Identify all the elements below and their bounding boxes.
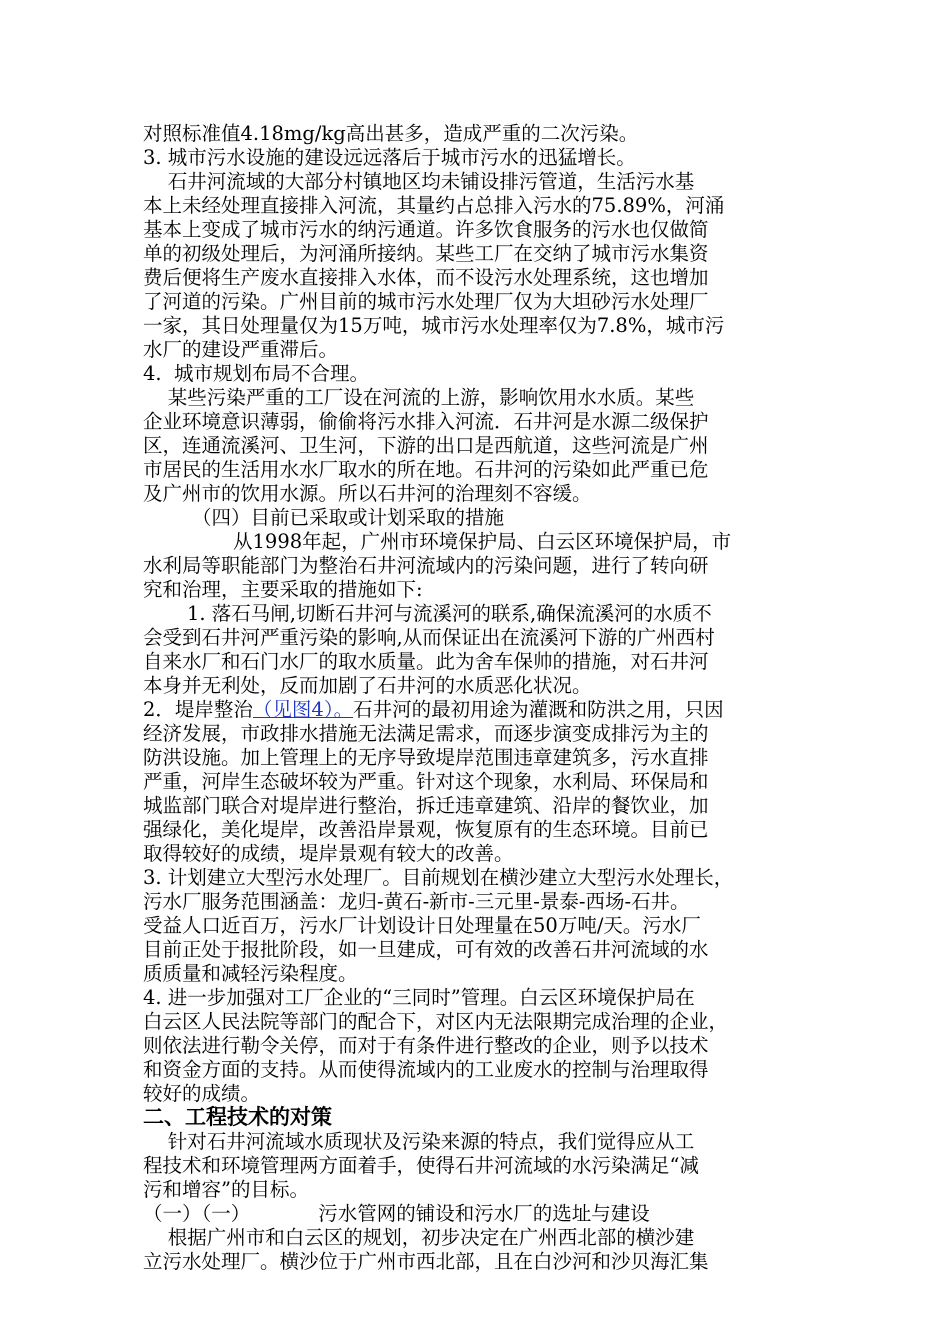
body-text-line: 城监部门联合对堤岸进行整治，拆迁违章建筑、沿岸的餐饮业，加: [143, 794, 709, 817]
body-text-line: 取得较好的成绩，堤岸景观有较大的改善。: [143, 842, 514, 865]
list-item-text: 4. 进一步加强对工厂企业的“三同时”管理。白云区环境保护局在: [143, 986, 695, 1009]
figure-reference-link[interactable]: （见图4）。: [252, 698, 354, 721]
list-item-heading: 4. 城市规划布局不合理。: [143, 362, 370, 385]
subheading-number: （一）（一）: [143, 1202, 251, 1225]
section-heading: 二、工程技术的对策: [143, 1104, 332, 1129]
body-text-line: 石井河流域的大部分村镇地区均未铺设排污管道，生活污水基: [143, 170, 695, 193]
list-item-heading: 3. 城市污水设施的建设远远落后于城市污水的迅猛增长。: [143, 146, 636, 169]
body-text-line: 费后便将生产废水直接排入水体，而不设污水处理系统，这也增加: [143, 266, 709, 289]
list-item-label: 2．堤岸整治: [143, 698, 253, 721]
section-subheading: [143, 1202, 813, 1226]
body-text-line: 水利局等职能部门为整治石井河流域内的污染问题，进行了转向研: [143, 554, 709, 577]
body-text-line: 防洪设施。加上管理上的无序导致堤岸范围违章建筑多，污水直排: [143, 746, 709, 769]
body-text-line: 受益人口近百万，污水厂计划设计日处理量在50万吨/天。污水厂: [143, 914, 701, 937]
body-text-line: 企业环境意识薄弱，偷偷将污水排入河流．石井河是水源二级保护: [143, 410, 709, 433]
body-text-line: 本上未经处理直接排入河流，其量约占总排入污水的75.89%，河涌: [143, 194, 725, 217]
body-text-line: 则依法进行勒令关停，而对于有条件进行整改的企业，则予以技术: [143, 1034, 709, 1057]
body-text-line: 污水厂服务范围涵盖：龙归-黄石-新市-三元里-景泰-西场-石井。: [143, 890, 690, 913]
body-text-line: 本身并无利处，反而加剧了石井河的水质恶化状况。: [143, 674, 592, 697]
body-text-line: 基本上变成了城市污水的纳污通道。许多饮食服务的污水也仅做简: [143, 218, 709, 241]
body-text-line: 从1998年起，广州市环境保护局、白云区环境保护局，市: [233, 530, 732, 553]
list-item-text: [143, 698, 813, 722]
body-text-line: 质质量和减轻污染程度。: [143, 962, 358, 985]
list-item-text: 3. 计划建立大型污水处理厂。目前规划在横沙建立大型污水处理长，: [143, 866, 734, 889]
body-text-line: 区，连通流溪河、卫生河，下游的出口是西航道，这些河流是广州: [143, 434, 709, 457]
section-subheading: （四）目前已采取或计划采取的措施: [192, 506, 505, 529]
body-text-line: 对照标准值4.18mg/kg高出甚多，造成严重的二次污染。: [143, 122, 639, 145]
body-text-line: 程技术和环境管理两方面着手，使得石井河流域的水污染满足“减: [143, 1154, 699, 1177]
body-text-line: 白云区人民法院等部门的配合下，对区内无法限期完成治理的企业，: [143, 1010, 729, 1033]
body-text-line: 自来水厂和石门水厂的取水质量。此为舍车保帅的措施，对石井河: [143, 650, 709, 673]
body-text-line: 立污水处理厂。横沙位于广州市西北部，且在白沙河和沙贝海汇集: [143, 1250, 709, 1273]
body-text-line: 了河道的污染。广州目前的城市污水处理厂仅为大坦砂污水处理厂: [143, 290, 709, 313]
body-text-line: 一家，其日处理量仅为15万吨，城市污水处理率仅为7.8%，城市污: [143, 314, 725, 337]
body-text-line: 经济发展，市政排水措施无法满足需求，而逐步演变成排污为主的: [143, 722, 709, 745]
body-text-line: 市居民的生活用水水厂取水的所在地。石井河的污染如此严重已危: [143, 458, 709, 481]
body-text-line: 单的初级处理后，为河涌所接纳。某些工厂在交纳了城市污水集资: [143, 242, 709, 265]
subheading-title: 污水管网的铺设和污水厂的选址与建设: [318, 1202, 650, 1225]
body-text-line: 严重，河岸生态破坏较为严重。针对这个现象，水利局、环保局和: [143, 770, 709, 793]
body-text-line: 根据广州市和白云区的规划，初步决定在广州西北部的横沙建: [143, 1226, 695, 1249]
body-text-line: 某些污染严重的工厂设在河流的上游，影响饮用水水质。某些: [143, 386, 695, 409]
body-text-line: 强绿化，美化堤岸，改善沿岸景观，恢复原有的生态环境。目前已: [143, 818, 709, 841]
body-text-span: 石井河的最初用途为灌溉和防洪之用，只因: [353, 698, 724, 721]
body-text-line: 针对石井河流域水质现状及污染来源的特点，我们觉得应从工: [143, 1130, 695, 1153]
body-text-line: 和资金方面的支持。从而使得流域内的工业废水的控制与治理取得: [143, 1058, 709, 1081]
body-text-line: 及广州市的饮用水源。所以石井河的治理刻不容缓。: [143, 482, 592, 505]
body-text-line: 目前正处于报批阶段，如一旦建成，可有效的改善石井河流域的水: [143, 938, 709, 961]
body-text-line: 会受到石井河严重污染的影响,从而保证出在流溪河下游的广州西村: [143, 626, 715, 649]
list-item-text: 1. 落石马闸,切断石井河与流溪河的联系,确保流溪河的水质不: [187, 602, 712, 625]
body-text-line: 究和治理，主要采取的措施如下:: [143, 578, 423, 601]
body-text-line: 较好的成绩。: [143, 1082, 261, 1105]
body-text-line: 污和增容”的目标。: [143, 1178, 309, 1201]
body-text-line: 水厂的建设严重滞后。: [143, 338, 339, 361]
